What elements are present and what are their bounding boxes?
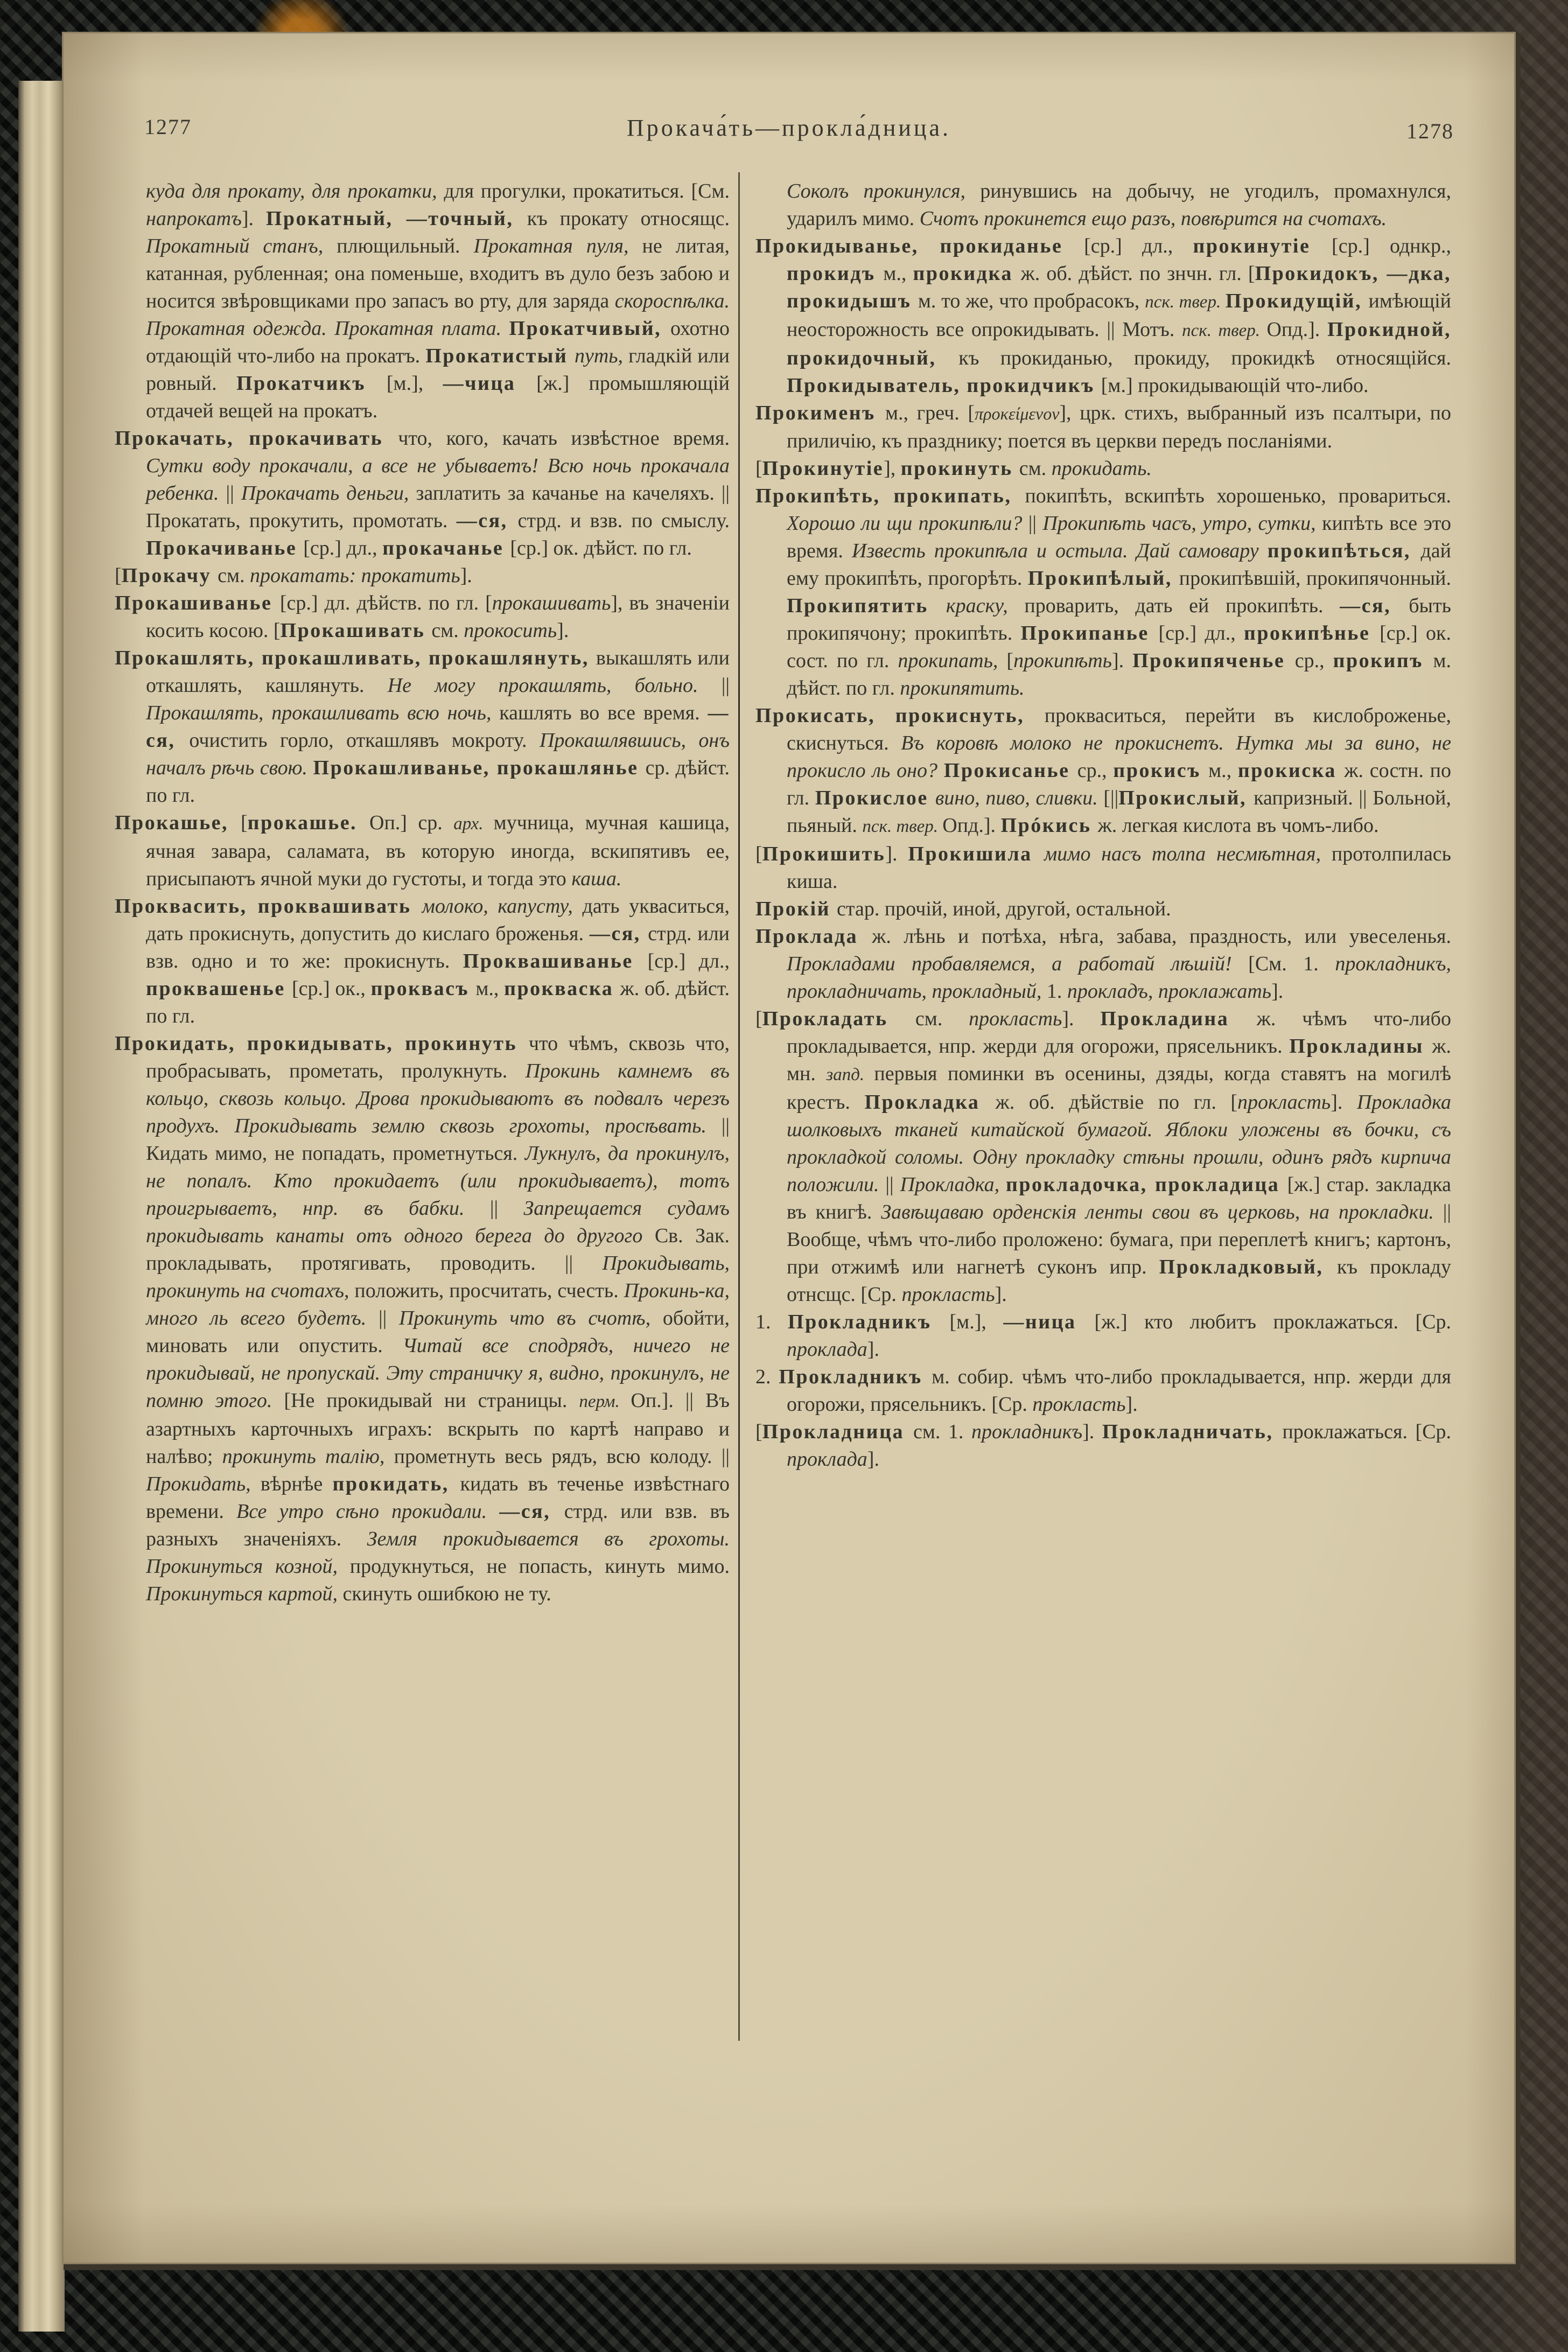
text-run: [ср.] ок. дѣйст. по гл. — [510, 537, 692, 559]
text-run: || Вообще, чѣмъ что-либо проложено: бумага, при переплетѣ книгъ; картонъ, при отжимѣ или нагнетѣ суконъ ипр. — [787, 1201, 1452, 1278]
text-run: ]. — [1331, 1091, 1357, 1114]
text-run: см. — [431, 619, 464, 642]
text-run: [ — [755, 1007, 762, 1030]
text-run: Опд.]. — [942, 814, 1001, 837]
text-run: стрд. или взв. въ разныхъ значеніяхъ. — [146, 1500, 730, 1550]
dictionary-entry-paragraph — [755, 482, 1451, 702]
dictionary-entry-paragraph — [115, 893, 730, 1030]
text-run: Прокидыватель, прокидчикъ — [787, 374, 1101, 397]
text-run: Прокидокъ, —дка, прокидышъ — [787, 262, 1452, 312]
text-run: [ — [115, 564, 122, 587]
dictionary-entry-paragraph — [755, 455, 1451, 482]
text-run: [м.], — [949, 1311, 1004, 1333]
text-run: м., — [883, 262, 913, 285]
text-run: ]. — [1062, 1007, 1101, 1030]
text-run: молоко, капусту, — [422, 895, 583, 918]
text-run: прокладникъ, прокладничать, прокладный, — [787, 953, 1451, 1003]
text-run: стрд. или взв. одно и то же: прокиснуть. — [146, 922, 730, 972]
text-run: заплатить за качанье на качеляхъ. || Прокатать, прокутить, промотать. — [146, 482, 730, 532]
text-run: прокипать, — [898, 649, 1007, 672]
text-run: мимо насъ толпа несмѣтная, — [1044, 843, 1332, 865]
text-run: прокипятить. — [900, 677, 1025, 699]
text-run: прокласть — [969, 1007, 1062, 1030]
text-run: Прокидной, прокидочный, — [787, 318, 1451, 369]
text-run: прокипъ — [1333, 649, 1433, 672]
text-run: —ся, — [499, 1500, 564, 1523]
text-run: || — [721, 674, 730, 697]
text-run: стрд. и взв. по смыслу. — [517, 509, 730, 532]
dictionary-entry-paragraph — [755, 702, 1451, 841]
text-run: прокласть — [901, 1283, 995, 1306]
text-run: м., греч. [ — [885, 402, 975, 424]
text-run: ]. — [1271, 980, 1284, 1003]
text-run: къ прокиданью, прокиду, прокидкѣ относящійся. — [958, 347, 1451, 369]
text-run: вѣрнѣе — [260, 1473, 333, 1495]
text-run: Прокатчикъ — [236, 372, 387, 395]
text-run: || — [885, 1173, 900, 1196]
text-run: Прокашье, — [115, 811, 241, 834]
text-run: Прокипяченье — [1132, 649, 1295, 672]
dictionary-entry-paragraph — [115, 425, 730, 562]
text-run: кашлять во все время. — [499, 702, 708, 724]
text-run: прокисъ — [1113, 759, 1209, 782]
text-run: ], црк. стихъ, выбранный изъ псалтыри, по приличію, къ празднику; поется въ церкви передъ посланіями. — [787, 402, 1451, 452]
text-run: [ж.] кто любитъ проклажаться. [Ср. — [1094, 1311, 1452, 1333]
text-run: прокатать: прокатить — [250, 564, 460, 587]
text-run: Въ коровѣ молоко не прокиснетъ. Нутка мы за вино, не прокисло ль оно? — [787, 732, 1451, 782]
text-run: продукнуться, не попасть, кинуть мимо. — [349, 1555, 730, 1578]
entry-number: 1. — [755, 1311, 788, 1333]
text-run: ]. — [1111, 649, 1133, 672]
text-run: Известь прокипѣла и остыла. Дай самовару — [851, 540, 1268, 562]
text-run: быть прокипячону; прокипѣть. — [787, 594, 1452, 645]
book-page — [64, 33, 1514, 2263]
text-run: Оп.]. || Въ азартныхъ карточныхъ играхъ: вскрыть по картѣ направо и налѣво; — [146, 1389, 730, 1468]
text-run: Прокинь камнемъ въ кольцо, сквозь кольцо. Дрова прокидываютъ въ подвалъ черезъ продухъ. Прокидывать землю сквозь грохоты, просѣвать. — [146, 1060, 730, 1137]
text-run: ж. лѣнь и потѣха, нѣга, забава, праздность, или увеселенья. — [872, 925, 1451, 948]
text-run: путь, — [574, 345, 629, 367]
text-run: || — [489, 1197, 524, 1220]
text-run: м., — [1208, 759, 1238, 782]
text-run: прокашивать — [492, 592, 611, 614]
text-run: прокваска — [504, 977, 620, 1000]
text-run: прокидать. — [1051, 457, 1152, 480]
text-run: запд. — [826, 1065, 874, 1084]
text-run: Прокипѣть часъ, утро, сутки, — [1042, 512, 1322, 535]
text-run: арх. — [453, 814, 494, 834]
text-run: || — [226, 482, 241, 505]
text-run: очистить горло, откашлявъ мокроту. — [189, 729, 540, 752]
text-run: ж. чѣмъ что-либо прокладывается, нпр. жерди для огорожи, прясельникъ. — [787, 1007, 1451, 1058]
text-run: Прокислый, — [1118, 787, 1254, 809]
dictionary-entry-paragraph — [115, 178, 730, 425]
dictionary-entry-paragraph — [115, 590, 730, 645]
text-run: —ся, — [456, 509, 518, 532]
text-run: [ср.] дл., — [1158, 622, 1244, 645]
text-run: Прокинь-ка, много ль всего будетъ. — [146, 1279, 730, 1329]
text-run: проклада — [787, 1448, 867, 1471]
text-run: ]. — [1082, 1420, 1102, 1443]
text-run: каша. — [571, 867, 622, 890]
page-number-left: 1277 — [144, 115, 192, 139]
text-run: Опд.]. — [1266, 318, 1327, 341]
text-run: [|| — [1103, 787, 1119, 809]
text-run: Запрещается судамъ прокидывать канаты отъ одного берега до другого — [146, 1197, 730, 1247]
text-run: —ся, — [146, 702, 730, 752]
text-run: [ср.] дл., — [647, 950, 730, 972]
text-run: см. — [915, 1007, 969, 1030]
text-run: ж. об. дѣйст. по гл. — [146, 977, 730, 1027]
text-run: Проквасить, проквашивать — [115, 895, 422, 918]
text-run: Прокипятить — [787, 594, 946, 617]
text-run: Прокашивать — [280, 619, 432, 642]
text-run: см. — [1019, 457, 1052, 480]
text-run: гладкій или ровный. — [146, 345, 730, 395]
text-run: къ прокату относящс. — [527, 207, 730, 230]
text-run: Прокладничать, — [1102, 1420, 1283, 1443]
text-run: Прокинуть что въ счотѣ, — [399, 1307, 663, 1329]
text-run: стар. прочій, иной, другой, остальной. — [837, 898, 1171, 920]
text-run: Прокатный станъ, — [146, 235, 337, 257]
dictionary-entry-paragraph — [755, 1005, 1451, 1308]
column-divider — [738, 172, 740, 2041]
text-run: ж. состн. по гл. — [787, 759, 1452, 809]
text-run: Прокачать, прокачивать — [115, 427, 398, 450]
text-run: прокипѣвшій, прокипячонный. — [1179, 567, 1452, 590]
text-run: ]. — [557, 619, 569, 642]
text-run: Прокименъ — [755, 402, 885, 424]
text-run: Прокладина — [1100, 1007, 1257, 1030]
text-run: см. 1. — [913, 1420, 971, 1443]
text-run: Прокладины — [1289, 1035, 1432, 1058]
text-run: [ср.] дл., — [303, 537, 383, 559]
text-run: [Не прокидывай ни страницы. — [284, 1389, 579, 1412]
text-run: проквасъ — [370, 977, 476, 1000]
text-run: Прокислое — [815, 787, 935, 809]
text-run: Прокишила — [908, 843, 1044, 865]
text-run: напрокатъ — [146, 207, 242, 230]
text-run: проквашенье — [146, 977, 292, 1000]
text-run: ж. об. дѣйст. по знчн. гл. [ — [1020, 262, 1255, 285]
dictionary-entry-paragraph — [755, 841, 1451, 895]
text-run: Прокачать деньги, — [241, 482, 416, 505]
text-run: прокидъ — [787, 262, 884, 285]
text-run: Счотъ прокинется ещо разъ, повѣрится на счотахъ. — [919, 207, 1387, 230]
text-run: ]. — [867, 1338, 879, 1361]
text-run: Прокашлять, прокашливать всю ночь, — [146, 702, 500, 724]
text-run: Прокладать — [762, 1007, 915, 1030]
text-run: прокинутіе — [1193, 235, 1332, 257]
text-run: что, кого, качать извѣстное время. — [398, 427, 730, 450]
text-run: ], — [884, 457, 901, 480]
text-run: Прокатный, —точный, — [265, 207, 527, 230]
page-number-right: 1278 — [1406, 119, 1454, 143]
text-run: ср. дѣйст. по гл. — [146, 757, 730, 807]
right-column — [755, 178, 1451, 1473]
text-run: ], въ значеніи косить косою. [ — [146, 592, 730, 642]
text-run: прокачанье — [382, 537, 510, 559]
text-run: Прокачиванье — [146, 537, 304, 559]
text-run: Не могу прокашлять, больно. — [387, 674, 722, 697]
text-run: [ср.] ок. сост. по гл. — [787, 622, 1451, 672]
text-run: Прокидывать, прокинуть на счотахъ, — [146, 1252, 730, 1302]
text-run: пск. твер. — [862, 817, 943, 836]
text-run: Прокатчивый, — [509, 317, 670, 340]
text-run: Прокашлявшись, онъ началъ рѣчь свою. — [146, 729, 730, 779]
text-run: Лукнулъ, да прокинулъ, не попалъ. Кто прокидаетъ (или прокидываетъ), тотъ проигрываетъ, нпр. въ бабки. — [146, 1142, 730, 1220]
text-run: Прокидущій, — [1225, 290, 1369, 312]
text-run: прокидка — [913, 262, 1021, 285]
text-run: Св. Зак. прокладывать, протягивать, проводить. || — [146, 1224, 730, 1275]
text-run: Прокатная пуля, — [473, 235, 642, 257]
text-run: Прокипанье — [1020, 622, 1159, 645]
text-run: Сутки воду прокачали, а все не убываетъ! Всю ночь прокачала ребенка. — [146, 454, 730, 505]
text-run: прокосить — [464, 619, 557, 642]
text-run: Прокладка шолковыхъ тканей китайской бумагой. Яблоки уложены въ бочки, съ прокладкой соломы. Одну прокладку стѣны прошли, одинъ рядъ кирпича положили. — [787, 1091, 1451, 1196]
text-run: Прокладка, — [900, 1173, 1006, 1196]
text-run: проварить, дать ей прокипѣть. — [1024, 594, 1340, 617]
text-run: прокладочка, прокладица — [1005, 1173, 1287, 1196]
text-run: м. то же, что пробрасокъ, — [918, 290, 1145, 312]
text-run: проклада — [787, 1338, 867, 1361]
text-run: Прокладникъ — [788, 1311, 950, 1333]
text-run: Прокладами пробавляемся, а работай лѣшій! — [787, 953, 1249, 975]
text-run: что чѣмъ, сквозь что, пробрасывать, прометать, пролукнуть. — [146, 1032, 730, 1082]
text-run: Прокипѣлый, — [1027, 567, 1179, 590]
text-run: покипѣть, вскипѣть хорошенько, провариться. — [1025, 485, 1451, 507]
text-run: ж. мн. — [787, 1035, 1451, 1085]
text-run: Хорошо ли щи прокипѣли? — [787, 512, 1028, 535]
text-run: къ прокладу отнсщс. [Ср. — [787, 1256, 1451, 1306]
text-run: ]. — [1125, 1393, 1138, 1416]
text-run: прокинуть — [900, 457, 1019, 480]
text-run: Прокипѣть, прокипать, — [755, 485, 1025, 507]
text-run: прокашье. — [247, 811, 370, 834]
entry-number: 2. — [755, 1366, 779, 1388]
text-run: обойти, миновать или опустить. — [146, 1307, 730, 1357]
dictionary-entry-paragraph — [115, 809, 730, 893]
text-run: прокиска — [1237, 759, 1345, 782]
text-run: имѣющій неосторожность все опрокидывать. || Мотъ. — [787, 290, 1451, 341]
dictionary-entry-paragraph — [755, 1363, 1451, 1418]
text-run: ]. — [995, 1283, 1007, 1306]
dictionary-entry-paragraph — [755, 895, 1451, 923]
text-run: для прогулки, прокатиться. [См. — [444, 180, 730, 202]
text-run: прокипѣть — [1013, 649, 1112, 672]
text-run: прокипѣться, — [1267, 540, 1421, 562]
text-run: дай ему прокипѣть, прогорѣть. — [787, 540, 1452, 590]
text-run: прометнуть весь рядъ, всю колоду. || — [394, 1445, 730, 1468]
dictionary-entry-paragraph — [755, 1308, 1451, 1363]
text-run: см. — [218, 564, 250, 587]
text-run: ж. легкая кислота въ чомъ-либо. — [1097, 814, 1379, 837]
text-run: скороспѣлка. Прокатная одежда. Прокатная плата. — [146, 290, 730, 340]
text-run: —ся, — [1340, 594, 1409, 617]
dictionary-entry-paragraph — [115, 645, 730, 809]
text-run: м., — [475, 977, 505, 1000]
text-run: || — [1028, 512, 1043, 535]
text-run: проклажаться. [Ср. — [1282, 1420, 1452, 1443]
text-run: Прокидать, прокидывать, прокинуть — [115, 1032, 529, 1055]
text-run: Читай все сподрядъ, ничего не прокидывай, не пропускай. Эту страничку я, видно, прокинулъ, не помню этого. — [146, 1334, 730, 1412]
dictionary-entry-paragraph — [755, 923, 1451, 1005]
text-run: Завѣщаваю орденскія ленты свои въ церковь, на прокладки. — [881, 1201, 1443, 1223]
text-run: [См. 1. — [1248, 953, 1335, 975]
text-run: м. собир. чѣмъ что-либо прокладывается, нпр. жерди для огорожи, прясельникъ. [Ср. — [787, 1366, 1451, 1416]
text-run: [м.] прокидывающій что-либо. — [1101, 374, 1369, 397]
text-run: протолпилась киша. — [787, 843, 1452, 893]
text-run: || Кидать мимо, не попадать, прометнуться. — [146, 1115, 730, 1165]
text-run: Прокладникъ — [779, 1366, 932, 1388]
text-run: Прокашиванье — [115, 592, 280, 614]
text-run: положить, просчитать, счесть. — [354, 1279, 624, 1302]
text-run: Земля прокидывается въ грохоты. Прокинуться козной, — [146, 1528, 730, 1578]
text-run: Соколъ прокинулся, — [787, 180, 981, 202]
running-head — [64, 114, 1514, 146]
text-run: —ница — [1003, 1311, 1095, 1333]
text-run: [ — [755, 457, 762, 480]
text-run: Прокинутіе — [762, 457, 884, 480]
text-run: Прокашлять, прокашливать, прокашлянуть, — [115, 647, 596, 669]
text-run: прокваситься, перейти въ кислоброженье, скиснуться. — [787, 704, 1452, 754]
text-run: Прокидать, — [146, 1473, 261, 1495]
text-run: прокипѣнье — [1243, 622, 1380, 645]
text-run: прокласть — [1032, 1393, 1126, 1416]
text-run: ринувшись на добычу, не угодилъ, промахнулся, ударилъ мимо. — [787, 180, 1451, 230]
text-run: ср., — [1077, 759, 1114, 782]
text-run: прокласть — [1237, 1091, 1331, 1114]
text-run: плющильный. — [337, 235, 474, 257]
text-run: ]. — [867, 1448, 879, 1471]
text-run: прокладникъ — [971, 1420, 1083, 1443]
text-run: пск. твер. — [1182, 321, 1267, 340]
text-run: краску, — [946, 594, 1025, 617]
text-run: [ж.] промышляющій отдачей вещей на прокатъ. — [146, 372, 730, 422]
text-run: капризный. || Больной, пьяный. — [787, 787, 1451, 837]
text-run: пск. твер. — [1145, 292, 1226, 312]
text-run: [ср.] дл., — [1084, 235, 1193, 257]
text-run: —ся, — [589, 922, 648, 945]
text-run: кидать въ теченье извѣстнаго времени. — [146, 1473, 730, 1523]
text-run: м. дѣйст. по гл. — [787, 649, 1451, 699]
text-run: Прокатистый — [425, 345, 575, 367]
text-run: скинуть ошибкою не ту. — [342, 1583, 551, 1605]
text-run: [ — [755, 843, 762, 865]
text-run: Прокладница — [762, 1420, 913, 1443]
text-run: προκείμενον — [975, 404, 1060, 423]
text-run: первыя поминки въ осенины, дзяды, когда ставятъ на могилѣ крестъ. — [787, 1062, 1451, 1114]
text-run: Прокинуться картой, — [146, 1583, 343, 1605]
text-run: прокидать, — [332, 1473, 460, 1495]
text-run: Прокишить — [762, 843, 886, 865]
dictionary-entry-paragraph — [115, 1030, 730, 1608]
text-run: Прокачу — [121, 564, 218, 587]
dictionary-entry-paragraph — [755, 178, 1451, 233]
text-run: Прокидыванье, прокиданье — [755, 235, 1084, 257]
text-run: мучница, мучная кашица, ячная завара, саламата, въ которую иногда, вскипятивъ ее, присыпаютъ ячной муки до густоты, и тогда это — [146, 811, 730, 890]
text-run: Прóкись — [1000, 814, 1098, 837]
text-run: выкашлять или откашлять, кашлянуть. — [146, 647, 730, 697]
text-run: Прокисать, прокиснуть, — [755, 704, 1045, 727]
text-run: вино, пиво, сливки. — [935, 787, 1104, 809]
text-run: куда для прокату, для прокатки, — [146, 180, 444, 202]
text-run: Прокій — [755, 898, 837, 920]
dictionary-entry-paragraph — [755, 400, 1451, 455]
text-run: [ж.] стар. закладка въ книгѣ. — [787, 1173, 1451, 1223]
text-run: Оп.] ср. — [369, 811, 454, 834]
text-run: охотно отдающій что-либо на прокатъ. — [146, 317, 730, 367]
text-run: 1. — [1046, 980, 1067, 1003]
text-run: Прокашливанье, прокашлянье — [313, 757, 646, 779]
text-run: || — [379, 1307, 400, 1329]
text-run: Все утро сѣно прокидали. — [236, 1500, 500, 1523]
text-run: ]. — [460, 564, 472, 587]
text-run: ]. — [885, 843, 908, 865]
text-run: ж. об. дѣйствіе по гл. [ — [995, 1091, 1238, 1114]
text-run: не литая, катанная, рубленная; она поменьше, входитъ въ дуло безъ забою и носится звѣровщиками про запасъ во рту, для заряда — [146, 235, 730, 312]
text-run: Прокладковый, — [1159, 1256, 1337, 1278]
text-run: [ — [1006, 649, 1014, 672]
text-run: [ср.] однкр., — [1332, 235, 1451, 257]
text-run: прокладъ, проклажать — [1067, 980, 1272, 1003]
text-run: Проклада — [755, 925, 872, 948]
running-title: Прокача́ть—прокла́дница. — [626, 115, 951, 141]
text-run: [м.], — [386, 372, 443, 395]
text-run: [ — [755, 1420, 762, 1443]
text-run: Проквашиванье — [463, 950, 648, 972]
text-run: перм. — [579, 1392, 631, 1411]
text-run: [ср.] ок., — [292, 977, 371, 1000]
text-run: [ср.] дл. дѣйств. по гл. [ — [279, 592, 492, 614]
text-run: —чица — [443, 372, 537, 395]
dictionary-entry-paragraph — [755, 233, 1451, 400]
text-run: прокинуть талію, — [222, 1445, 394, 1468]
text-run: кипѣть все это время. — [787, 512, 1451, 562]
adjacent-page-edges — [18, 81, 65, 2332]
text-run: ]. — [241, 207, 266, 230]
text-run: Прокладка — [864, 1091, 996, 1114]
text-run: [ — [241, 811, 248, 834]
text-run: дать укваситься, дать прокиснуть, допустить до кислаго броженья. — [146, 895, 730, 945]
dictionary-entry-paragraph — [755, 1418, 1451, 1473]
dictionary-entry-paragraph — [115, 562, 730, 590]
text-run: ср., — [1294, 649, 1333, 672]
text-run: Прокисанье — [943, 759, 1077, 782]
left-column — [115, 178, 730, 1608]
